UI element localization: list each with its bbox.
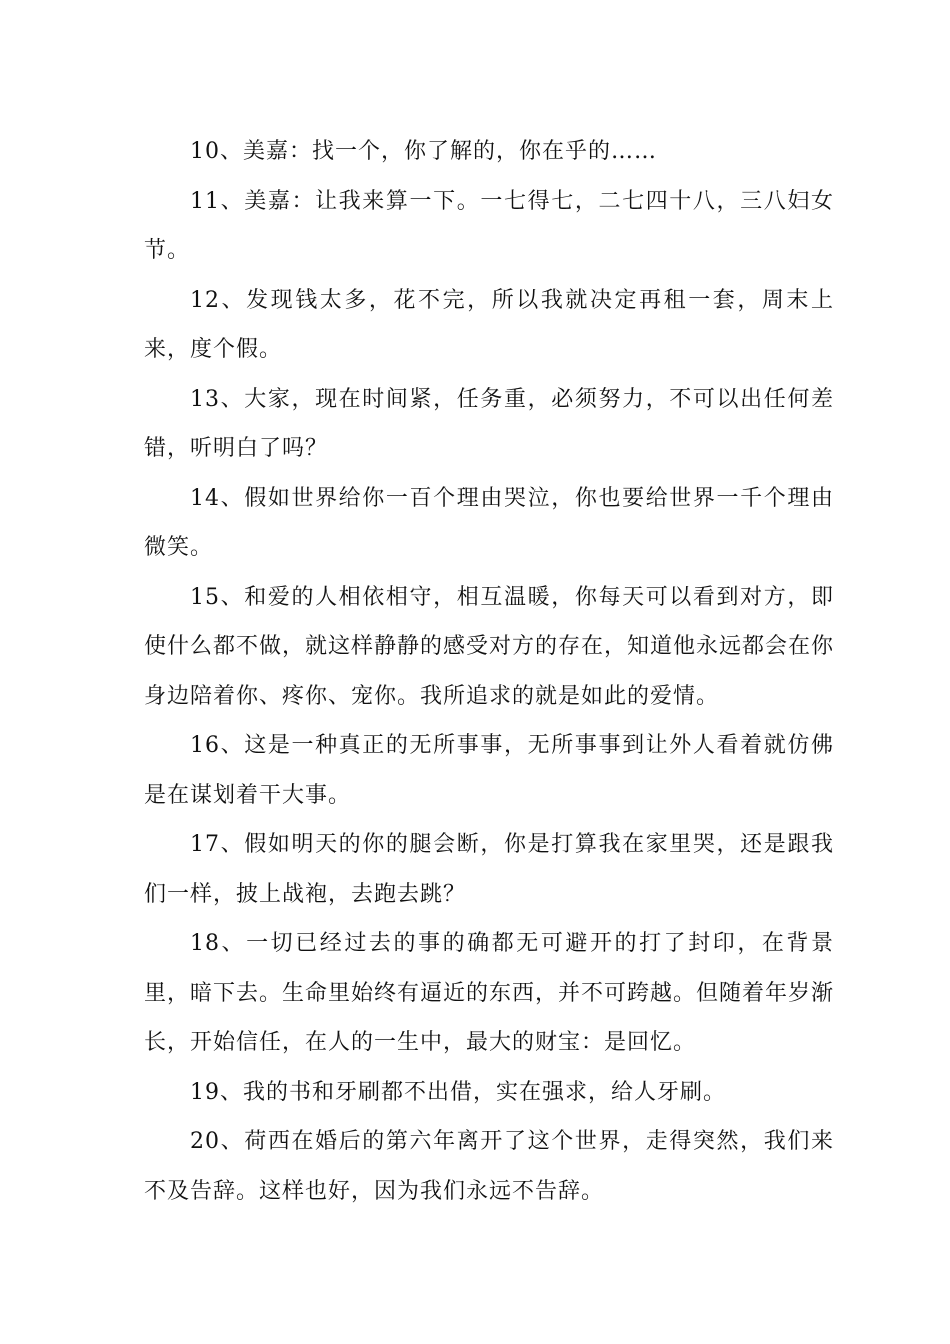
quote-paragraph-17: 17、假如明天的你的腿会断，你是打算我在家里哭，还是跟我们一样，披上战袍，去跑去跳？ bbox=[144, 832, 834, 907]
quote-paragraph-11: 11、美嘉：让我来算一下。一七得七，二七四十八，三八妇女节。 bbox=[144, 188, 834, 263]
quote-paragraph-10: 10、美嘉：找一个，你了解的，你在乎的…… bbox=[190, 139, 657, 164]
quote-paragraph-16: 16、这是一种真正的无所事事，无所事事到让外人看着就仿佛是在谋划着干大事。 bbox=[144, 733, 834, 808]
quote-paragraph-19: 19、我的书和牙刷都不出借，实在强求，给人牙刷。 bbox=[190, 1079, 726, 1105]
quote-paragraph-18: 18、一切已经过去的事的确都无可避开的打了封印，在背景里，暗下去。生命里始终有逼近的东西，并不可跨越。但随着年岁渐长，开始信任，在人的一生中，最大的财宝：是回忆。 bbox=[144, 931, 835, 1055]
quote-paragraph-15: 15、和爱的人相依相守，相互温暖，你每天可以看到对方，即使什么都不做，就这样静静的感受对方的存在，知道他永远都会在你身边陪着你、疼你、宠你。我所追求的就是如此的爱情。 bbox=[144, 584, 835, 709]
document-body bbox=[144, 127, 834, 1216]
quote-paragraph-20: 20、荷西在婚后的第六年离开了这个世界，走得突然，我们来不及告辞。这样也好，因为我们永远不告辞。 bbox=[144, 1129, 834, 1204]
quote-paragraph-13: 13、大家，现在时间紧，任务重，必须努力，不可以出任何差错，听明白了吗？ bbox=[144, 386, 834, 461]
quote-paragraph-14: 14、假如世界给你一百个理由哭泣，你也要给世界一千个理由微笑。 bbox=[144, 485, 834, 560]
quote-paragraph-12: 12、发现钱太多，花不完，所以我就决定再租一套，周末上来，度个假。 bbox=[144, 287, 834, 362]
